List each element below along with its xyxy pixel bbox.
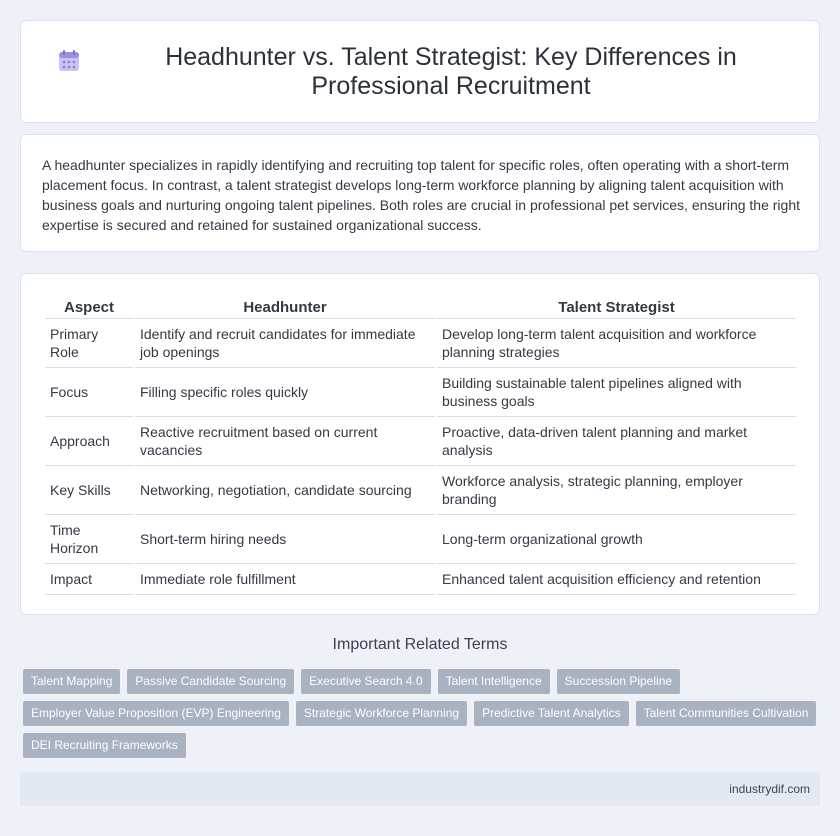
tag-evp-engineering[interactable]: Employer Value Proposition (EVP) Engineering [23,701,289,726]
table-cell-headhunter: Reactive recruitment based on current vacancies [135,417,435,466]
tag-dei-recruiting-frameworks[interactable]: DEI Recruiting Frameworks [23,733,186,758]
table-row [45,515,796,564]
title-card [20,20,820,123]
table-cell-headhunter: Networking, negotiation, candidate sourcing [135,466,435,515]
table-cell-talent-strategist: Workforce analysis, strategic planning, employer branding [437,466,796,515]
intro-card [20,134,820,252]
table-cell-aspect: Impact [45,564,133,595]
table-cell-aspect: Focus [45,368,133,417]
page-title: Headhunter vs. Talent Strategist: Key Differences in Professional Recruitment [165,43,737,100]
table-cell-talent-strategist: Develop long-term talent acquisition and workforce planning strategies [437,319,796,368]
table-cell-aspect: Primary Role [45,319,133,368]
table-row [45,368,796,417]
tag-talent-intelligence[interactable]: Talent Intelligence [438,669,550,694]
table-cell-aspect: Time Horizon [45,515,133,564]
table-row [45,417,796,466]
tag-passive-candidate-sourcing[interactable]: Passive Candidate Sourcing [127,669,294,694]
tag-succession-pipeline[interactable]: Succession Pipeline [557,669,680,694]
column-header-talent-strategist: Talent Strategist [437,297,796,319]
footer-site-link[interactable]: industrydif.com [729,782,810,796]
tag-row [23,733,823,758]
comparison-card [20,273,820,615]
table-cell-aspect: Key Skills [45,466,133,515]
footer [20,772,820,806]
table-cell-talent-strategist: Building sustainable talent pipelines aligned with business goals [437,368,796,417]
column-header-headhunter: Headhunter [135,297,435,319]
table-header-row [45,297,796,319]
table-cell-talent-strategist: Enhanced talent acquisition efficiency and retention [437,564,796,595]
table-cell-headhunter: Immediate role fulfillment [135,564,435,595]
column-header-aspect: Aspect [45,297,133,319]
table-row [45,319,796,368]
related-terms-tags [23,669,823,765]
tag-predictive-talent-analytics[interactable]: Predictive Talent Analytics [474,701,629,726]
related-terms-title: Important Related Terms [332,636,508,653]
tag-strategic-workforce-planning[interactable]: Strategic Workforce Planning [296,701,467,726]
table-row [45,564,796,595]
tag-row [23,701,823,726]
tag-talent-communities-cultivation[interactable]: Talent Communities Cultivation [636,701,817,726]
comparison-table [43,297,798,595]
tag-row [23,669,823,694]
tag-executive-search[interactable]: Executive Search 4.0 [301,669,430,694]
table-cell-aspect: Approach [45,417,133,466]
table-cell-talent-strategist: Long-term organizational growth [437,515,796,564]
table-row [45,466,796,515]
table-cell-talent-strategist: Proactive, data-driven talent planning and market analysis [437,417,796,466]
table-cell-headhunter: Filling specific roles quickly [135,368,435,417]
table-cell-headhunter: Short-term hiring needs [135,515,435,564]
tag-talent-mapping[interactable]: Talent Mapping [23,669,120,694]
intro-paragraph: A headhunter specializes in rapidly identifying and recruiting top talent for specific roles, often operating with a short-term placement focus. In contrast, a talent strategist develops long-term workforce planning by aligning talent acquisition with business goals and nurturing ongoing talent pipelines. Both roles are crucial in professional pet services, ensuring the right expertise is secured and retained for sustained organizational success. [42,157,801,233]
table-cell-headhunter: Identify and recruit candidates for immediate job openings [135,319,435,368]
